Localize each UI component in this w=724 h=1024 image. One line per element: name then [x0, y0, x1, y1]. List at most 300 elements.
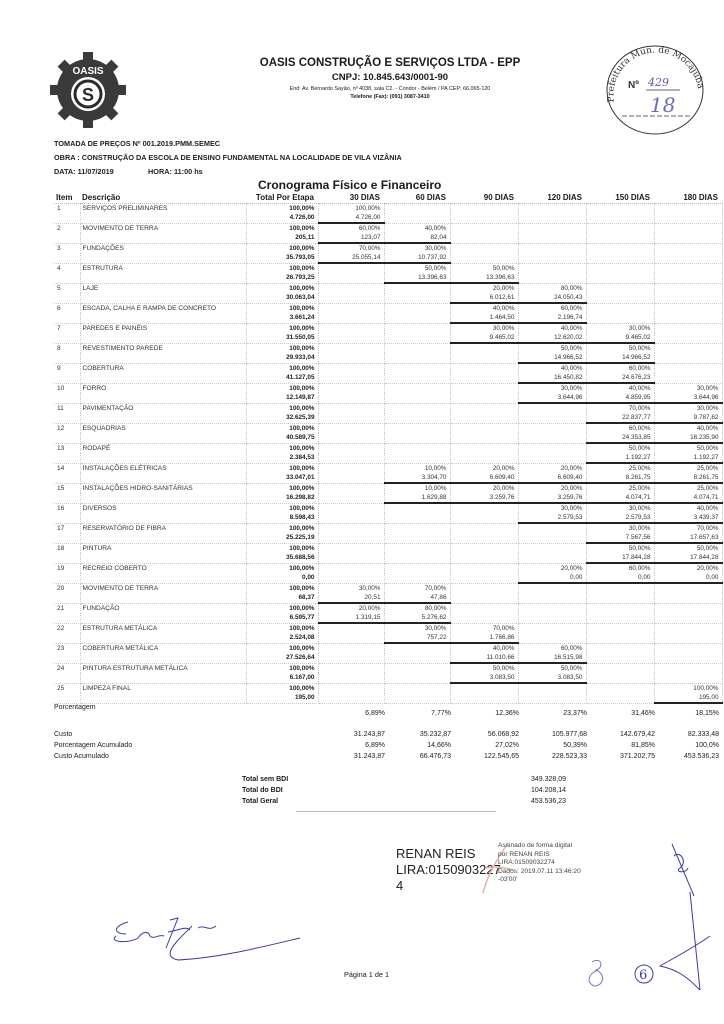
- period-value: 8.261,75: [586, 473, 654, 483]
- table-row: [54, 603, 722, 613]
- table-row-values: [54, 673, 722, 683]
- period-empty: [450, 543, 518, 553]
- period-empty: [518, 683, 586, 693]
- period-empty: [654, 593, 722, 603]
- period-percent: 30,00%: [654, 403, 722, 413]
- summary-value: 66.476,73: [419, 753, 451, 760]
- period-value: 47,86: [384, 593, 450, 603]
- company-name: OASIS CONSTRUÇÃO E SERVIÇOS LTDA - EPP: [259, 57, 521, 69]
- row-total-percent: 100,00%: [246, 563, 318, 573]
- table-row: [54, 463, 722, 473]
- period-empty: [384, 363, 450, 373]
- table-row-values: [54, 393, 722, 403]
- row-item-spacer: [54, 353, 80, 363]
- row-item-spacer: [54, 213, 80, 223]
- period-empty: [318, 383, 384, 393]
- period-value: 1.192,27: [654, 453, 722, 463]
- period-empty: [384, 523, 450, 533]
- svg-text:S: S: [81, 85, 95, 105]
- period-percent: 70,00%: [654, 523, 722, 533]
- table-row-values: [54, 213, 722, 223]
- row-description-spacer: [80, 573, 246, 583]
- period-value: 16.515,98: [518, 653, 586, 663]
- table-row: [54, 563, 722, 573]
- table-row: [54, 243, 722, 253]
- period-value: 2.196,74: [518, 313, 586, 323]
- period-percent: 25,00%: [654, 483, 722, 493]
- total-geral-label: Total Geral: [242, 798, 279, 805]
- row-description-spacer: [80, 273, 246, 283]
- period-empty: [586, 613, 654, 623]
- period-percent: 20,00%: [450, 463, 518, 473]
- row-total-percent: 100,00%: [246, 503, 318, 513]
- summary-value: 453.536,23: [683, 753, 719, 760]
- period-empty: [318, 373, 384, 383]
- period-empty: [384, 323, 450, 333]
- period-empty: [586, 633, 654, 643]
- period-empty: [450, 563, 518, 573]
- period-empty: [654, 204, 722, 214]
- period-percent: 20,00%: [450, 283, 518, 293]
- col-header-60-dias: 60 DIAS: [384, 193, 450, 204]
- period-empty: [586, 683, 654, 693]
- period-empty: [654, 653, 722, 663]
- row-total-value: 2.384,53: [246, 453, 318, 463]
- period-empty: [318, 363, 384, 373]
- row-total-value: 27.526,64: [246, 653, 318, 663]
- company-phone: Telefone (Fax): (091) 3087-3410: [350, 94, 430, 100]
- period-empty: [318, 523, 384, 533]
- period-empty: [450, 213, 518, 223]
- period-empty: [450, 373, 518, 383]
- period-percent: 30,00%: [654, 383, 722, 393]
- period-empty: [384, 553, 450, 563]
- period-value: 12.620,02: [518, 333, 586, 343]
- period-empty: [450, 433, 518, 443]
- period-percent: 60,00%: [518, 643, 586, 653]
- period-empty: [318, 633, 384, 643]
- period-empty: [450, 683, 518, 693]
- row-total-percent: 100,00%: [246, 204, 318, 214]
- row-item-spacer: [54, 693, 80, 703]
- table-row-values: [54, 453, 722, 463]
- period-empty: [384, 403, 450, 413]
- period-empty: [318, 693, 384, 703]
- period-percent: 30,00%: [586, 503, 654, 513]
- period-empty: [318, 623, 384, 633]
- total-sem-bdi-label: Total sem BDI: [242, 776, 289, 783]
- summary-label: Porcentagem: [54, 704, 96, 711]
- col-header-item: Item: [54, 193, 80, 204]
- summary-value: 12,36%: [495, 710, 519, 717]
- period-empty: [450, 503, 518, 513]
- period-value: 0,00: [654, 573, 722, 583]
- obra-description: OBRA : CONSTRUÇÃO DA ESCOLA DE ENSINO FUNDAMENTAL NA LOCALIDADE DE VILA VIZÂNIA: [54, 153, 402, 162]
- period-percent: 30,00%: [384, 623, 450, 633]
- period-value: 13.396,63: [450, 273, 518, 283]
- row-description: REVESTIMENTO PAREDE: [80, 343, 246, 353]
- row-description: DIVERSOS: [80, 503, 246, 513]
- period-empty: [586, 653, 654, 663]
- period-empty: [318, 423, 384, 433]
- period-value: 1.629,88: [384, 493, 450, 503]
- row-total-percent: 100,00%: [246, 223, 318, 233]
- row-description: PINTURA ESTRUTURA METÁLICA: [80, 663, 246, 673]
- period-empty: [654, 613, 722, 623]
- period-empty: [586, 213, 654, 223]
- table-row-values: [54, 493, 722, 503]
- period-empty: [318, 353, 384, 363]
- period-empty: [384, 293, 450, 303]
- row-description: LIMPEZA FINAL: [80, 683, 246, 693]
- table-row: [54, 503, 722, 513]
- row-item-spacer: [54, 673, 80, 683]
- period-empty: [654, 603, 722, 613]
- summary-value: 35.232,87: [419, 731, 451, 738]
- period-empty: [654, 343, 722, 353]
- table-row: [54, 443, 722, 453]
- period-percent: 40,00%: [384, 223, 450, 233]
- period-percent: 50,00%: [518, 663, 586, 673]
- period-percent: 50,00%: [586, 543, 654, 553]
- total-geral-value: 453.536,23: [530, 798, 566, 805]
- summary-label: Custo Acumulado: [54, 753, 109, 760]
- period-empty: [586, 303, 654, 313]
- period-empty: [518, 223, 586, 233]
- row-description-spacer: [80, 233, 246, 243]
- period-percent: 20,00%: [518, 563, 586, 573]
- row-total-percent: 100,00%: [246, 623, 318, 633]
- period-empty: [318, 413, 384, 423]
- row-total-value: 31.550,05: [246, 333, 318, 343]
- row-description-spacer: [80, 533, 246, 543]
- period-percent: 100,00%: [654, 683, 722, 693]
- period-percent: 60,00%: [586, 423, 654, 433]
- table-row-values: [54, 553, 722, 563]
- row-description: COBERTURA METÁLICA: [80, 643, 246, 653]
- period-empty: [384, 503, 450, 513]
- row-total-percent: 100,00%: [246, 403, 318, 413]
- row-description-spacer: [80, 693, 246, 703]
- row-item-number: 8: [54, 343, 80, 353]
- period-value: 195,00: [654, 693, 722, 703]
- period-empty: [318, 513, 384, 523]
- row-item-spacer: [54, 373, 80, 383]
- period-empty: [586, 253, 654, 263]
- row-total-value: 30.063,04: [246, 293, 318, 303]
- row-total-percent: 100,00%: [246, 263, 318, 273]
- period-empty: [384, 213, 450, 223]
- period-empty: [318, 643, 384, 653]
- row-description-spacer: [80, 253, 246, 263]
- period-percent: 50,00%: [518, 343, 586, 353]
- period-empty: [318, 653, 384, 663]
- row-item-number: 10: [54, 383, 80, 393]
- period-percent: 25,00%: [586, 483, 654, 493]
- table-row-values: [54, 233, 722, 243]
- row-description-spacer: [80, 393, 246, 403]
- table-row-values: [54, 513, 722, 523]
- row-item-spacer: [54, 593, 80, 603]
- period-empty: [384, 653, 450, 663]
- period-percent: 50,00%: [586, 443, 654, 453]
- period-percent: 40,00%: [654, 503, 722, 513]
- row-total-percent: 100,00%: [246, 583, 318, 593]
- row-description: FUNDAÇÕES: [80, 243, 246, 253]
- period-empty: [384, 204, 450, 214]
- period-percent: 60,00%: [318, 223, 384, 233]
- period-value: 3.083,50: [518, 673, 586, 683]
- period-percent: 40,00%: [518, 363, 586, 373]
- period-empty: [586, 673, 654, 683]
- row-total-value: 6.167,00: [246, 673, 318, 683]
- table-row: [54, 583, 722, 593]
- total-bdi-value: 104.208,14: [530, 787, 566, 794]
- period-empty: [654, 213, 722, 223]
- period-empty: [318, 493, 384, 503]
- period-empty: [318, 393, 384, 403]
- period-percent: 20,00%: [318, 603, 384, 613]
- table-row: [54, 383, 722, 393]
- row-total-percent: 100,00%: [246, 683, 318, 693]
- period-empty: [450, 453, 518, 463]
- period-percent: 30,00%: [586, 323, 654, 333]
- period-empty: [654, 283, 722, 293]
- period-percent: 30,00%: [586, 523, 654, 533]
- row-total-percent: 100,00%: [246, 303, 318, 313]
- table-row: [54, 423, 722, 433]
- col-header-120-dias: 120 DIAS: [518, 193, 586, 204]
- row-description: PAREDES E PAINÉIS: [80, 323, 246, 333]
- table-row: [54, 523, 722, 533]
- table-row-values: [54, 353, 722, 363]
- period-percent: 100,00%: [318, 204, 384, 214]
- company-logo-gear-icon: [48, 50, 128, 130]
- summary-label: Custo: [54, 731, 73, 738]
- period-empty: [450, 243, 518, 253]
- period-value: 9.465,02: [450, 333, 518, 343]
- period-empty: [586, 313, 654, 323]
- total-bdi-label: Total do BDI: [242, 787, 283, 794]
- row-total-value: 68,37: [246, 593, 318, 603]
- table-row: [54, 323, 722, 333]
- period-percent: 40,00%: [518, 323, 586, 333]
- period-value: 4.074,71: [654, 493, 722, 503]
- period-percent: 60,00%: [586, 363, 654, 373]
- period-empty: [450, 553, 518, 563]
- row-description: ESTRUTURA METÁLICA: [80, 623, 246, 633]
- total-sem-bdi-value: 349.328,09: [530, 776, 566, 783]
- period-empty: [450, 513, 518, 523]
- row-item-number: 4: [54, 263, 80, 273]
- table-row: [54, 403, 722, 413]
- period-value: 757,22: [384, 633, 450, 643]
- period-empty: [586, 643, 654, 653]
- table-row: [54, 263, 722, 273]
- row-total-percent: 100,00%: [246, 383, 318, 393]
- svg-text:18: 18: [650, 93, 676, 117]
- period-value: 5.276,62: [384, 613, 450, 623]
- row-description: RODAPÉ: [80, 443, 246, 453]
- row-item-number: 13: [54, 443, 80, 453]
- period-empty: [518, 633, 586, 643]
- period-empty: [384, 643, 450, 653]
- row-item-spacer: [54, 553, 80, 563]
- period-empty: [318, 443, 384, 453]
- summary-label: Porcentagem Acumulado: [54, 742, 133, 749]
- period-value: 0,00: [518, 573, 586, 583]
- period-value: 2.579,53: [586, 513, 654, 523]
- row-total-value: 40.589,75: [246, 433, 318, 443]
- row-item-number: 2: [54, 223, 80, 233]
- row-item-spacer: [54, 573, 80, 583]
- period-percent: 25,00%: [586, 463, 654, 473]
- period-empty: [518, 593, 586, 603]
- table-row: [54, 683, 722, 693]
- period-value: 11.010,66: [450, 653, 518, 663]
- page-number: Página 1 de 1: [344, 970, 390, 979]
- table-row: [54, 663, 722, 673]
- summary-value: 142.679,42: [619, 731, 655, 738]
- row-item-spacer: [54, 293, 80, 303]
- row-item-number: 20: [54, 583, 80, 593]
- period-empty: [450, 353, 518, 363]
- table-row: [54, 363, 722, 373]
- period-value: 1.319,15: [318, 613, 384, 623]
- period-empty: [384, 563, 450, 573]
- col-header-descricao: Descrição: [80, 193, 246, 204]
- period-empty: [654, 243, 722, 253]
- summary-value: 50,39%: [563, 742, 587, 749]
- row-description: INSTALAÇÕES ELÉTRICAS: [80, 463, 246, 473]
- period-percent: 20,00%: [518, 483, 586, 493]
- summary-value: 122.545,65: [483, 753, 519, 760]
- row-total-value: 26.793,25: [246, 273, 318, 283]
- period-percent: 80,00%: [518, 283, 586, 293]
- period-empty: [384, 283, 450, 293]
- period-empty: [318, 573, 384, 583]
- row-item-spacer: [54, 433, 80, 443]
- period-empty: [384, 413, 450, 423]
- period-empty: [518, 613, 586, 623]
- period-empty: [654, 363, 722, 373]
- row-total-value: 3.661,24: [246, 313, 318, 323]
- row-total-value: 195,00: [246, 693, 318, 703]
- period-empty: [450, 693, 518, 703]
- row-description-spacer: [80, 213, 246, 223]
- period-percent: 50,00%: [450, 263, 518, 273]
- col-header-90-dias: 90 DIAS: [450, 193, 518, 204]
- row-item-spacer: [54, 253, 80, 263]
- period-value: 0,00: [586, 573, 654, 583]
- summary-value: 100,0%: [695, 742, 719, 749]
- period-empty: [384, 343, 450, 353]
- period-value: 16.450,82: [518, 373, 586, 383]
- period-percent: 50,00%: [586, 343, 654, 353]
- period-percent: 60,00%: [518, 303, 586, 313]
- period-percent: 40,00%: [450, 303, 518, 313]
- period-empty: [518, 413, 586, 423]
- period-empty: [518, 213, 586, 223]
- period-empty: [384, 573, 450, 583]
- row-total-value: 8.598,43: [246, 513, 318, 523]
- period-percent: 20,00%: [518, 463, 586, 473]
- row-description: MOVIMENTO DE TERRA: [80, 583, 246, 593]
- summary-value: 31.243,87: [353, 731, 385, 738]
- row-item-spacer: [54, 493, 80, 503]
- period-empty: [654, 353, 722, 363]
- period-empty: [518, 453, 586, 463]
- row-description: MOVIMENTO DE TERRA: [80, 223, 246, 233]
- row-item-number: 17: [54, 523, 80, 533]
- period-percent: 30,00%: [518, 383, 586, 393]
- period-percent: 30,00%: [450, 323, 518, 333]
- row-item-number: 19: [54, 563, 80, 573]
- period-empty: [384, 333, 450, 343]
- period-empty: [450, 393, 518, 403]
- period-empty: [586, 204, 654, 214]
- row-item-spacer: [54, 653, 80, 663]
- summary-value: 228.523,33: [551, 753, 587, 760]
- period-empty: [318, 403, 384, 413]
- row-description-spacer: [80, 293, 246, 303]
- period-value: 17.657,63: [654, 533, 722, 543]
- period-percent: 80,00%: [384, 603, 450, 613]
- period-value: 9.465,02: [586, 333, 654, 343]
- period-empty: [654, 313, 722, 323]
- row-total-percent: 100,00%: [246, 603, 318, 613]
- row-item-number: 6: [54, 303, 80, 313]
- period-empty: [384, 693, 450, 703]
- row-description: COBERTURA: [80, 363, 246, 373]
- row-description-spacer: [80, 553, 246, 563]
- period-percent: 70,00%: [384, 583, 450, 593]
- period-percent: 20,00%: [450, 483, 518, 493]
- period-value: 3.644,96: [518, 393, 586, 403]
- row-total-value: 205,11: [246, 233, 318, 243]
- table-row: [54, 643, 722, 653]
- period-empty: [384, 353, 450, 363]
- period-empty: [318, 473, 384, 483]
- company-header: [230, 57, 550, 100]
- period-value: 3.259,76: [450, 493, 518, 503]
- period-value: 6.609,40: [518, 473, 586, 483]
- period-empty: [586, 583, 654, 593]
- period-value: 22.837,77: [586, 413, 654, 423]
- table-row: [54, 543, 722, 553]
- period-empty: [384, 443, 450, 453]
- period-value: 3.083,50: [450, 673, 518, 683]
- period-empty: [654, 223, 722, 233]
- table-header-row: [54, 193, 722, 204]
- row-description-spacer: [80, 673, 246, 683]
- period-value: 2.579,53: [518, 513, 586, 523]
- period-empty: [384, 663, 450, 673]
- period-empty: [654, 293, 722, 303]
- period-percent: 25,00%: [654, 463, 722, 473]
- row-item-number: 5: [54, 283, 80, 293]
- summary-value: 56.068,92: [487, 731, 519, 738]
- period-empty: [450, 233, 518, 243]
- period-empty: [318, 303, 384, 313]
- period-empty: [450, 573, 518, 583]
- period-empty: [450, 253, 518, 263]
- table-row-values: [54, 593, 722, 603]
- period-empty: [318, 333, 384, 343]
- row-description-spacer: [80, 633, 246, 643]
- summary-value: 105.977,68: [551, 731, 587, 738]
- period-empty: [518, 603, 586, 613]
